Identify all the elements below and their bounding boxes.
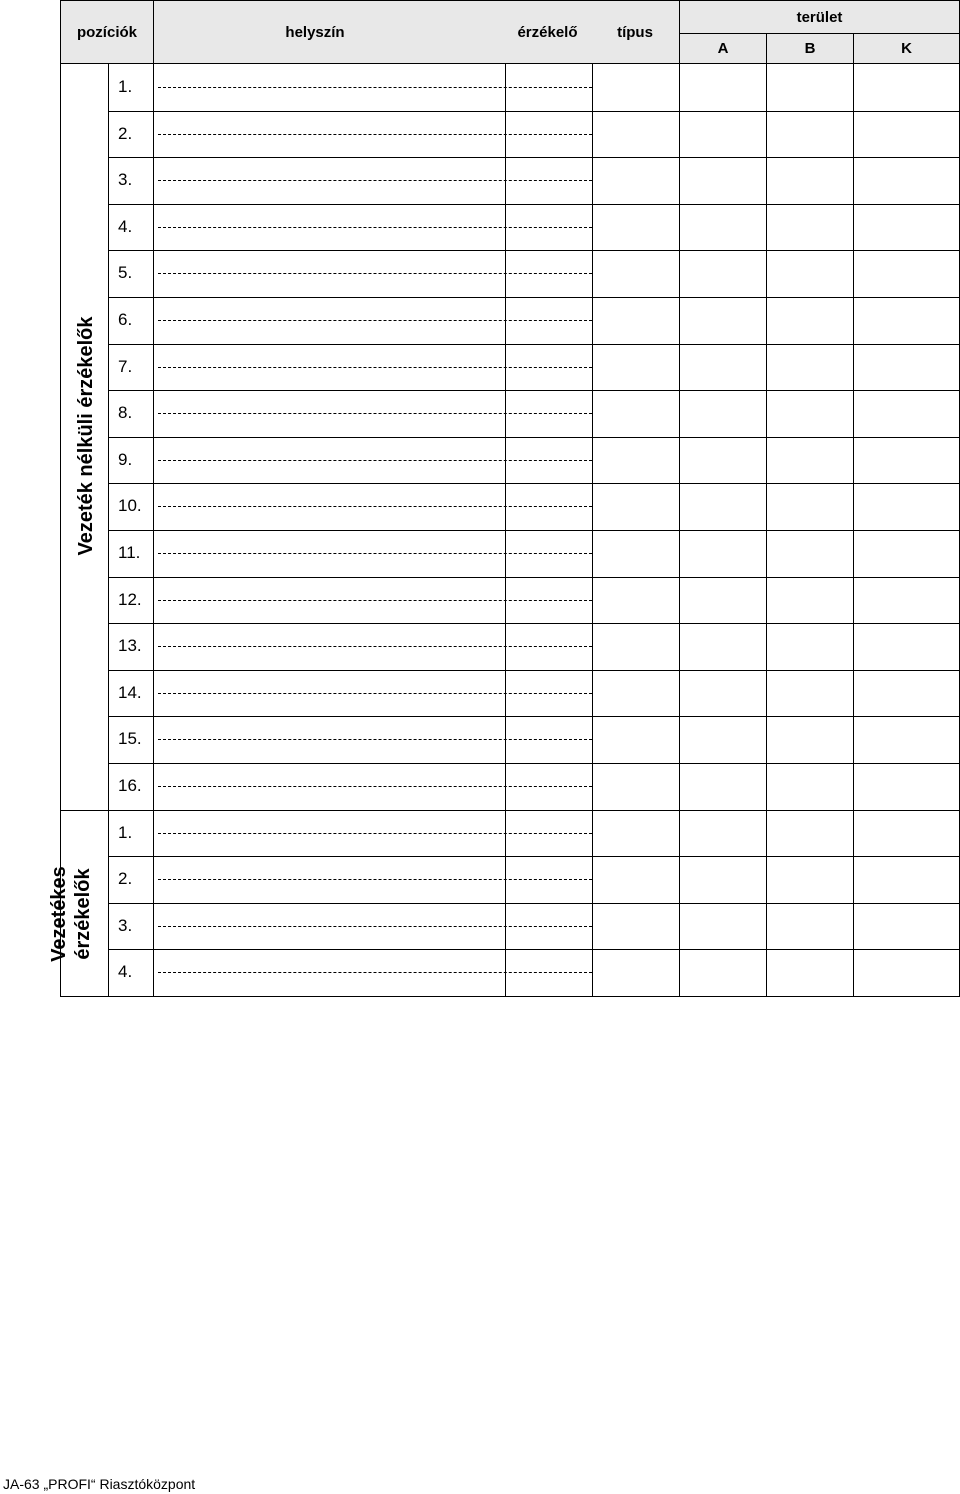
header-positions: pozíciók: [60, 0, 154, 64]
position-number: 12.: [118, 590, 142, 609]
location-entry-line[interactable]: [158, 972, 592, 973]
group-label-wireless: Vezeték nélküli érzékelők: [75, 316, 97, 556]
row-divider: [108, 949, 960, 950]
group-separator: [60, 810, 108, 811]
row-divider: [108, 344, 960, 345]
row-divider: [108, 810, 960, 811]
row-divider: [108, 437, 960, 438]
position-number: 1.: [118, 77, 133, 96]
row-divider: [108, 483, 960, 484]
location-entry-line[interactable]: [158, 553, 592, 554]
location-entry-line[interactable]: [158, 879, 592, 880]
location-entry-line[interactable]: [158, 413, 592, 414]
position-number: 5.: [118, 263, 133, 282]
row-divider: [108, 577, 960, 578]
row-divider: [108, 670, 960, 671]
location-entry-line[interactable]: [158, 600, 592, 601]
position-number: 6.: [118, 310, 133, 329]
location-entry-line[interactable]: [158, 367, 592, 368]
row-divider: [108, 856, 960, 857]
position-number: 13.: [118, 636, 142, 655]
group-label-wired-line1: Vezetékes: [48, 866, 70, 962]
location-entry-line[interactable]: [158, 833, 592, 834]
position-number: 3.: [118, 916, 133, 935]
location-entry-line[interactable]: [158, 739, 592, 740]
location-entry-line[interactable]: [158, 134, 592, 135]
row-divider: [108, 716, 960, 717]
position-number: 9.: [118, 450, 133, 469]
header-area-a: A: [679, 33, 767, 64]
header-area-b: B: [766, 33, 854, 64]
position-number: 2.: [118, 124, 133, 143]
position-number: 15.: [118, 729, 142, 748]
position-number: 4.: [118, 217, 133, 236]
position-number: 4.: [118, 962, 133, 981]
frame-left: [60, 63, 61, 997]
location-entry-line[interactable]: [158, 646, 592, 647]
header-area: terület: [679, 0, 960, 34]
position-number: 14.: [118, 683, 142, 702]
group-label-wired: [47, 824, 95, 1004]
row-divider: [108, 157, 960, 158]
row-divider: [108, 530, 960, 531]
header-type: típus: [617, 23, 653, 41]
header-sensor: érzékelő: [517, 23, 578, 41]
position-number: 16.: [118, 776, 142, 795]
footer-text: JA-63 „PROFI“ Riasztóközpont: [3, 1476, 196, 1492]
location-entry-line[interactable]: [158, 693, 592, 694]
row-divider: [108, 763, 960, 764]
position-number: 7.: [118, 357, 133, 376]
position-number: 10.: [118, 496, 142, 515]
position-number: 8.: [118, 403, 133, 422]
row-divider: [108, 111, 960, 112]
frame-bottom: [60, 996, 960, 997]
location-entry-line[interactable]: [158, 87, 592, 88]
header-area-k: K: [853, 33, 960, 64]
location-entry-line[interactable]: [158, 926, 592, 927]
position-number: 2.: [118, 869, 133, 888]
row-divider: [108, 903, 960, 904]
row-divider: [108, 250, 960, 251]
position-number: 11.: [118, 543, 141, 562]
row-divider: [108, 297, 960, 298]
group-label-wired-line2: érzékelők: [72, 868, 94, 960]
location-entry-line[interactable]: [158, 273, 592, 274]
position-number: 3.: [118, 170, 133, 189]
position-number: 1.: [118, 823, 133, 842]
location-entry-line[interactable]: [158, 227, 592, 228]
location-entry-line[interactable]: [158, 460, 592, 461]
row-divider: [108, 390, 960, 391]
header-location: helyszín: [285, 23, 345, 41]
location-entry-line[interactable]: [158, 320, 592, 321]
location-entry-line[interactable]: [158, 506, 592, 507]
location-entry-line[interactable]: [158, 786, 592, 787]
row-divider: [108, 623, 960, 624]
row-divider: [108, 204, 960, 205]
location-entry-line[interactable]: [158, 180, 592, 181]
